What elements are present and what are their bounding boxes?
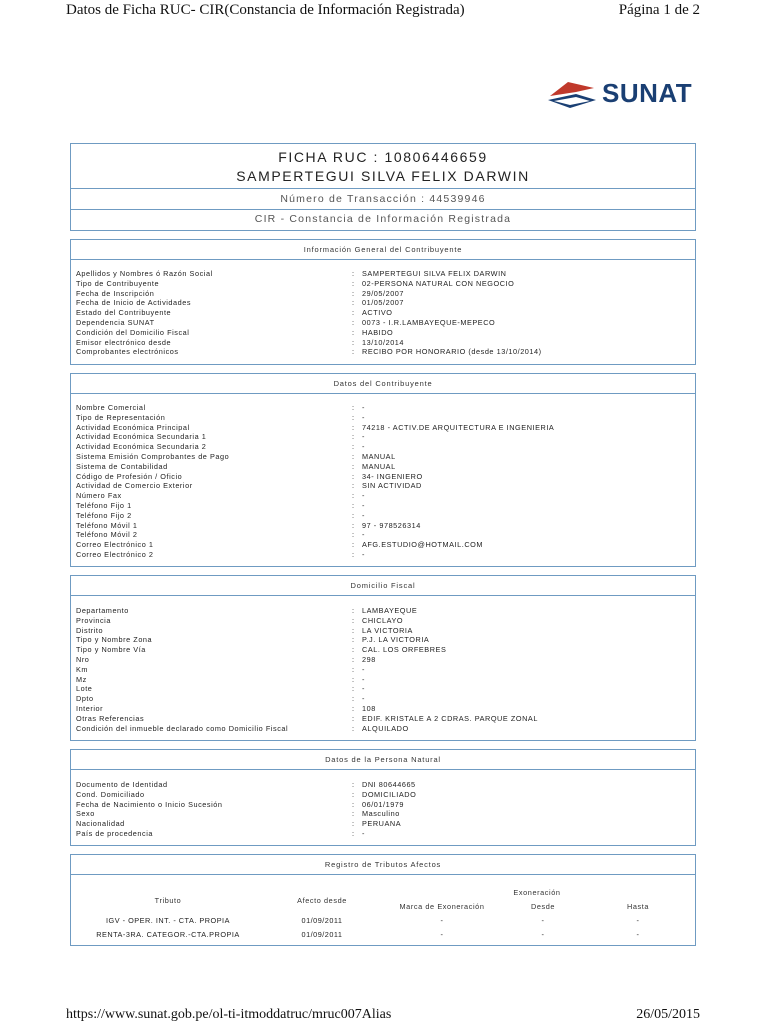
- field-separator: :: [352, 625, 355, 635]
- field-value: 06/01/1979: [362, 799, 405, 809]
- section-title: Registro de Tributos Afectos: [324, 860, 442, 869]
- divider: [71, 393, 695, 394]
- section-title: Datos del Contribuyente: [333, 379, 433, 388]
- field-separator: :: [352, 828, 355, 838]
- field-label: Nombre Comercial: [76, 403, 146, 412]
- divider: [71, 259, 695, 260]
- field-value: 74218 - ACTIV.DE ARQUITECTURA E INGENIERIA: [362, 422, 555, 432]
- field-list: [76, 403, 690, 560]
- field-row: [76, 521, 690, 531]
- field-row: [76, 790, 690, 800]
- field-value: -: [362, 828, 365, 838]
- field-label: Km: [76, 664, 89, 674]
- field-label: Nro: [76, 654, 90, 664]
- field-separator: :: [352, 819, 355, 829]
- field-label: Sistema Emisión Comprobantes de Pago: [76, 451, 230, 461]
- tributo-name: IGV - OPER. INT. - CTA. PROPIA: [106, 916, 230, 925]
- field-value: -: [362, 530, 365, 540]
- taxpayer-data-section: [70, 373, 696, 567]
- field-separator: :: [352, 288, 355, 298]
- field-label: Código de Profesión / Oficio: [76, 471, 183, 481]
- field-value: -: [362, 510, 365, 520]
- field-separator: :: [352, 278, 355, 288]
- tributo-desde: -: [541, 916, 545, 925]
- field-separator: :: [352, 298, 355, 308]
- field-value: -: [362, 442, 365, 452]
- tributo-marca: -: [440, 916, 444, 925]
- field-row: [76, 645, 690, 655]
- divider: [71, 209, 695, 210]
- natural-person-section: [70, 749, 696, 846]
- field-label: Comprobantes electrónicos: [76, 347, 179, 357]
- field-value: RECIBO POR HONORARIO (desde 13/10/2014): [362, 347, 542, 357]
- field-label: Dpto: [76, 694, 94, 704]
- field-separator: :: [352, 654, 355, 664]
- field-label: Número Fax: [76, 491, 122, 501]
- field-label: Teléfono Móvil 1: [76, 520, 138, 530]
- field-value: -: [362, 694, 365, 704]
- field-label: Lote: [76, 684, 93, 694]
- field-label: Sexo: [76, 809, 95, 819]
- field-value: -: [362, 491, 365, 501]
- divider: [71, 595, 695, 596]
- field-row: [76, 665, 690, 675]
- field-separator: :: [352, 451, 355, 461]
- field-value: AFG.ESTUDIO@HOTMAIL.COM: [362, 540, 484, 550]
- field-row: [76, 550, 690, 560]
- divider: [71, 188, 695, 189]
- ficha-ruc-title: FICHA RUC : 10806446659: [278, 149, 488, 165]
- field-label: Interior: [76, 703, 104, 713]
- field-row: [76, 452, 690, 462]
- field-value: CHICLAYO: [362, 615, 404, 625]
- field-label: Nacionalidad: [76, 819, 125, 829]
- column-header-exoneracion: Exoneración: [513, 888, 561, 897]
- field-label: Distrito: [76, 625, 104, 635]
- field-value: 298: [362, 654, 376, 664]
- fiscal-address-section: [70, 575, 696, 741]
- field-label: Actividad Económica Secundaria 1: [76, 432, 207, 442]
- field-separator: :: [352, 510, 355, 520]
- field-label: Emisor electrónico desde: [76, 337, 172, 347]
- field-row: [76, 413, 690, 423]
- field-row: [76, 472, 690, 482]
- field-row: [76, 269, 690, 279]
- field-separator: :: [352, 703, 355, 713]
- field-separator: :: [352, 471, 355, 481]
- field-row: [76, 704, 690, 714]
- field-row: [76, 423, 690, 433]
- field-separator: :: [352, 422, 355, 432]
- field-row: [76, 800, 690, 810]
- field-row: [76, 606, 690, 616]
- field-label: Fecha de Inicio de Actividades: [76, 298, 192, 308]
- field-separator: :: [352, 317, 355, 327]
- field-separator: :: [352, 491, 355, 501]
- field-label: Tipo de Contribuyente: [76, 278, 160, 288]
- general-info-section: [70, 239, 696, 365]
- tributo-desde: -: [541, 930, 545, 939]
- field-label: Teléfono Fijo 1: [76, 500, 132, 510]
- field-row: [76, 540, 690, 550]
- field-label: Tipo y Nombre Vía: [76, 645, 146, 655]
- field-label: Dependencia SUNAT: [76, 317, 155, 327]
- field-value: 29/05/2007: [362, 288, 405, 298]
- field-row: [76, 347, 690, 357]
- field-label: Actividad Económica Secundaria 2: [76, 442, 207, 452]
- field-value: LA VICTORIA: [362, 625, 413, 635]
- field-row: [76, 675, 690, 685]
- field-label: Condición del inmueble declarado como Domicilio Fiscal: [76, 723, 289, 733]
- field-value: -: [362, 500, 365, 510]
- field-label: Mz: [76, 674, 87, 684]
- field-value: 108: [362, 703, 376, 713]
- divider: [71, 874, 695, 875]
- field-row: [76, 501, 690, 511]
- field-list: [76, 780, 690, 839]
- field-label: Teléfono Móvil 2: [76, 530, 138, 540]
- field-row: [76, 403, 690, 413]
- field-separator: :: [352, 347, 355, 357]
- field-value: -: [362, 403, 365, 412]
- field-separator: :: [352, 684, 355, 694]
- field-row: [76, 780, 690, 790]
- field-value: 34- INGENIERO: [362, 471, 423, 481]
- sunat-emblem-icon: [546, 74, 602, 114]
- title-panel: [70, 143, 696, 231]
- field-row: [76, 684, 690, 694]
- field-row: [76, 819, 690, 829]
- field-separator: :: [352, 461, 355, 471]
- field-row: [76, 626, 690, 636]
- field-label: Tipo y Nombre Zona: [76, 635, 153, 645]
- field-label: Condición del Domicilio Fiscal: [76, 327, 190, 337]
- document-subtitle: CIR - Constancia de Información Registrada: [254, 213, 512, 225]
- field-row: [76, 694, 690, 704]
- field-separator: :: [352, 645, 355, 655]
- field-label: Sistema de Contabilidad: [76, 461, 168, 471]
- field-separator: :: [352, 327, 355, 337]
- field-label: País de procedencia: [76, 828, 153, 838]
- field-label: Correo Electrónico 1: [76, 540, 154, 550]
- field-row: [76, 829, 690, 839]
- field-label: Actividad de Comercio Exterior: [76, 481, 193, 491]
- field-row: [76, 809, 690, 819]
- field-label: Apellidos y Nombres ó Razón Social: [76, 269, 213, 278]
- field-value: DNI 80644665: [362, 780, 416, 789]
- field-separator: :: [352, 780, 355, 789]
- section-title: Domicilio Fiscal: [350, 581, 416, 590]
- field-label: Teléfono Fijo 2: [76, 510, 132, 520]
- field-row: [76, 432, 690, 442]
- field-value: -: [362, 664, 365, 674]
- tributo-hasta: -: [636, 930, 640, 939]
- field-label: Correo Electrónico 2: [76, 549, 154, 559]
- field-label: Departamento: [76, 606, 129, 615]
- field-value: 0073 - I.R.LAMBAYEQUE-MEPECO: [362, 317, 496, 327]
- field-separator: :: [352, 635, 355, 645]
- section-title: Datos de la Persona Natural: [325, 755, 441, 764]
- page-number: Página 1 de 2: [618, 2, 700, 18]
- field-value: -: [362, 549, 365, 559]
- field-label: Otras Referencias: [76, 713, 145, 723]
- field-separator: :: [352, 809, 355, 819]
- section-title: Información General del Contribuyente: [303, 245, 463, 254]
- page-header-title: Datos de Ficha RUC- CIR(Constancia de Información Registrada): [66, 2, 465, 18]
- field-value: -: [362, 684, 365, 694]
- field-label: Estado del Contribuyente: [76, 308, 172, 318]
- field-separator: :: [352, 269, 355, 278]
- field-row: [76, 481, 690, 491]
- field-row: [76, 318, 690, 328]
- field-value: EDIF. KRISTALE A 2 CDRAS. PARQUE ZONAL: [362, 713, 538, 723]
- field-separator: :: [352, 481, 355, 491]
- field-value: ACTIVO: [362, 308, 393, 318]
- field-value: MANUAL: [362, 461, 396, 471]
- field-value: HABIDO: [362, 327, 394, 337]
- field-separator: :: [352, 432, 355, 442]
- field-separator: :: [352, 664, 355, 674]
- field-value: -: [362, 432, 365, 442]
- field-separator: :: [352, 674, 355, 684]
- field-separator: :: [352, 713, 355, 723]
- field-row: [76, 442, 690, 452]
- field-separator: :: [352, 520, 355, 530]
- field-separator: :: [352, 694, 355, 704]
- taxpayer-name: SAMPERTEGUI SILVA FELIX DARWIN: [236, 168, 530, 184]
- field-row: [76, 616, 690, 626]
- field-label: Cond. Domiciliado: [76, 789, 145, 799]
- field-row: [76, 462, 690, 472]
- column-header-afecto: Afecto desde: [297, 896, 347, 905]
- field-value: -: [362, 412, 365, 422]
- field-label: Provincia: [76, 615, 111, 625]
- field-row: [76, 328, 690, 338]
- divider: [71, 769, 695, 770]
- field-list: [76, 269, 690, 357]
- field-value: 97 - 978526314: [362, 520, 421, 530]
- field-label: Tipo de Representación: [76, 412, 166, 422]
- field-label: Fecha de Inscripción: [76, 288, 155, 298]
- column-header-hasta: Hasta: [626, 902, 650, 911]
- field-value: 01/05/2007: [362, 298, 405, 308]
- field-value: LAMBAYEQUE: [362, 606, 418, 615]
- field-row: [76, 308, 690, 318]
- field-value: PERUANA: [362, 819, 402, 829]
- field-separator: :: [352, 308, 355, 318]
- tributo-afecto: 01/09/2011: [301, 916, 343, 925]
- sunat-logo-text: SUNAT: [602, 78, 693, 108]
- field-separator: :: [352, 337, 355, 347]
- field-separator: :: [352, 530, 355, 540]
- field-separator: :: [352, 442, 355, 452]
- tributo-name: RENTA-3RA. CATEGOR.-CTA.PROPIA: [96, 930, 240, 939]
- field-label: Actividad Económica Principal: [76, 422, 190, 432]
- sunat-logo: [546, 74, 696, 114]
- field-value: DOMICILIADO: [362, 789, 417, 799]
- column-header-marca: Marca de Exoneración: [399, 902, 485, 911]
- field-row: [76, 530, 690, 540]
- print-date: 26/05/2015: [636, 1007, 700, 1022]
- field-label: Fecha de Nacimiento o Inicio Sucesión: [76, 799, 223, 809]
- field-value: SAMPERTEGUI SILVA FELIX DARWIN: [362, 269, 507, 278]
- field-separator: :: [352, 549, 355, 559]
- field-row: [76, 714, 690, 724]
- field-value: -: [362, 674, 365, 684]
- field-label: Documento de Identidad: [76, 780, 168, 789]
- field-value: P.J. LA VICTORIA: [362, 635, 430, 645]
- field-row: [76, 298, 690, 308]
- page-url[interactable]: https://www.sunat.gob.pe/ol-ti-itmoddatruc/mruc007Alias: [66, 1007, 392, 1022]
- field-list: [76, 606, 690, 733]
- field-row: [76, 724, 690, 734]
- field-separator: :: [352, 412, 355, 422]
- column-header-tributo: Tributo: [154, 896, 182, 905]
- field-separator: :: [352, 500, 355, 510]
- field-row: [76, 635, 690, 645]
- field-row: [76, 279, 690, 289]
- field-value: 13/10/2014: [362, 337, 405, 347]
- field-value: Masculino: [362, 809, 400, 819]
- field-value: MANUAL: [362, 451, 396, 461]
- field-row: [76, 491, 690, 501]
- tributo-afecto: 01/09/2011: [301, 930, 343, 939]
- field-value: ALQUILADO: [362, 723, 409, 733]
- field-separator: :: [352, 606, 355, 615]
- tributo-hasta: -: [636, 916, 640, 925]
- field-value: CAL. LOS ORFEBRES: [362, 645, 447, 655]
- field-row: [76, 511, 690, 521]
- field-separator: :: [352, 540, 355, 550]
- field-separator: :: [352, 799, 355, 809]
- tributo-marca: -: [440, 930, 444, 939]
- field-row: [76, 655, 690, 665]
- field-separator: :: [352, 403, 355, 412]
- transaction-number: Número de Transacción : 44539946: [280, 193, 486, 205]
- tributes-section: [70, 854, 696, 946]
- column-header-desde: Desde: [530, 902, 556, 911]
- field-row: [76, 289, 690, 299]
- field-separator: :: [352, 615, 355, 625]
- field-separator: :: [352, 723, 355, 733]
- field-value: 02-PERSONA NATURAL CON NEGOCIO: [362, 278, 515, 288]
- field-value: SIN ACTIVIDAD: [362, 481, 422, 491]
- field-separator: :: [352, 789, 355, 799]
- field-row: [76, 338, 690, 348]
